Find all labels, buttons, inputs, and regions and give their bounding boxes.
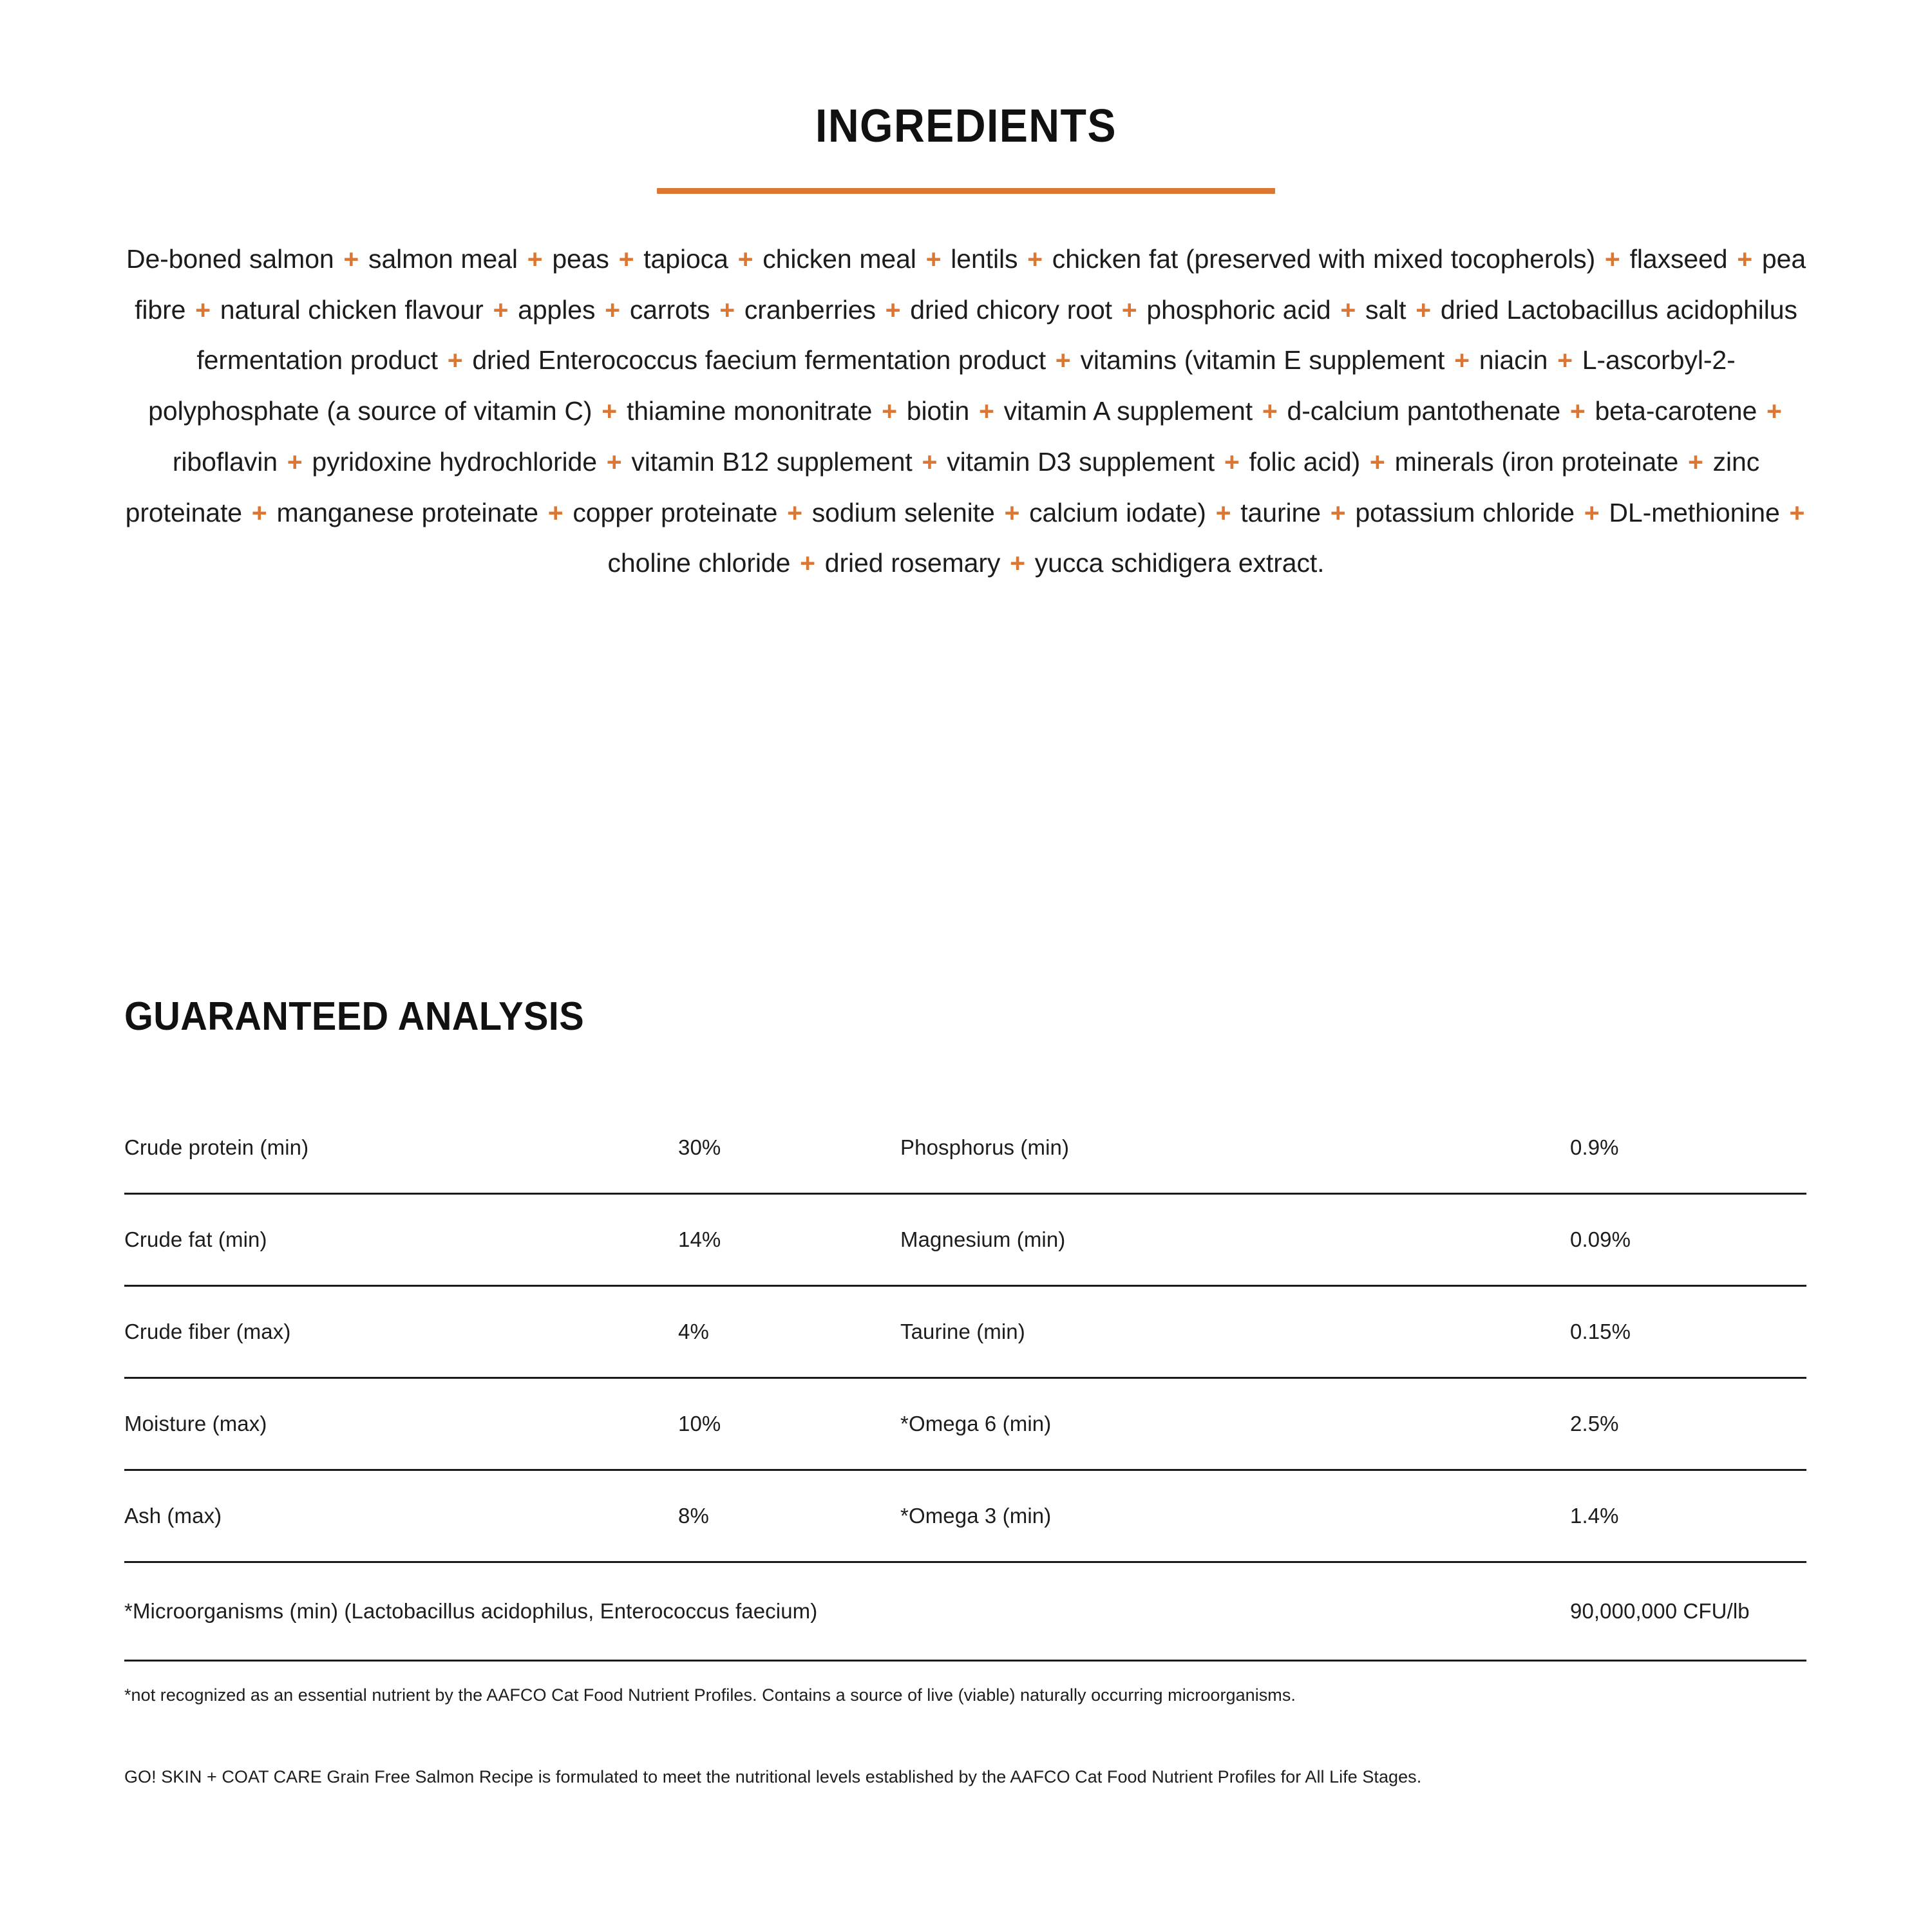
analysis-value-left: 8%	[678, 1470, 900, 1562]
ingredient-item: flaxseed	[1629, 244, 1728, 274]
guaranteed-analysis-section	[124, 994, 1806, 1662]
ingredient-separator-plus-icon: +	[1362, 446, 1393, 477]
ingredient-separator-plus-icon: +	[1217, 446, 1247, 477]
ingredient-separator-plus-icon: +	[1048, 345, 1079, 375]
analysis-value-left: 10%	[678, 1378, 900, 1470]
ingredient-item: choline chloride	[607, 548, 791, 578]
ingredient-separator-plus-icon: +	[877, 294, 909, 325]
analysis-value-left: 4%	[678, 1286, 900, 1378]
analysis-label-right: Magnesium (min)	[900, 1194, 1570, 1286]
analysis-label-right: *Omega 6 (min)	[900, 1378, 1570, 1470]
ingredient-separator-plus-icon: +	[519, 244, 551, 274]
analysis-value-left: 30%	[678, 1103, 900, 1194]
table-row	[124, 1103, 1806, 1194]
analysis-value-right: 0.09%	[1570, 1194, 1806, 1286]
ingredient-item: dried Lactobacillus acidophilus fermentation product	[196, 294, 1797, 375]
ingredient-item: calcium iodate)	[1029, 497, 1206, 527]
ingredient-separator-plus-icon: +	[594, 396, 625, 426]
ingredient-separator-plus-icon: +	[540, 497, 571, 527]
ingredient-separator-plus-icon: +	[187, 294, 218, 325]
ingredient-separator-plus-icon: +	[1597, 244, 1628, 274]
ingredient-item: niacin	[1479, 345, 1548, 375]
ingredient-item: salmon meal	[368, 244, 518, 274]
analysis-label-left: Crude protein (min)	[124, 1103, 678, 1194]
ingredient-item: pea fibre	[135, 244, 1806, 325]
ingredient-item: yucca schidigera extract.	[1034, 548, 1325, 578]
ingredient-item: DL-methionine	[1609, 497, 1780, 527]
ingredient-separator-plus-icon: +	[598, 446, 630, 477]
title-divider	[657, 188, 1275, 194]
ingredient-item: vitamin D3 supplement	[947, 446, 1215, 477]
analysis-value-right: 1.4%	[1570, 1470, 1806, 1562]
ingredient-separator-plus-icon: +	[1322, 497, 1354, 527]
ingredient-separator-plus-icon: +	[279, 446, 310, 477]
ingredient-separator-plus-icon: +	[244, 497, 275, 527]
ingredient-item: De-boned salmon	[126, 244, 334, 274]
ingredient-item: chicken meal	[762, 244, 916, 274]
ingredient-item: cranberries	[744, 294, 876, 325]
ingredient-separator-plus-icon: +	[1408, 294, 1439, 325]
ingredient-item: folic acid)	[1249, 446, 1361, 477]
footnotes-section	[124, 1682, 1754, 1790]
ingredient-item: beta-carotene	[1595, 396, 1757, 426]
ingredient-item: vitamins (vitamin E supplement	[1080, 345, 1445, 375]
ingredient-separator-plus-icon: +	[336, 244, 367, 274]
analysis-label-right: Phosphorus (min)	[900, 1103, 1570, 1194]
analysis-label-right: *Omega 3 (min)	[900, 1470, 1570, 1562]
ingredient-separator-plus-icon: +	[1576, 497, 1607, 527]
ingredient-item: manganese proteinate	[276, 497, 538, 527]
ingredient-separator-plus-icon: +	[485, 294, 516, 325]
ingredient-separator-plus-icon: +	[712, 294, 743, 325]
ingredient-separator-plus-icon: +	[1332, 294, 1364, 325]
ingredient-item: salt	[1365, 294, 1406, 325]
analysis-label-left: Crude fat (min)	[124, 1194, 678, 1286]
ingredient-item: peas	[552, 244, 609, 274]
table-row	[124, 1378, 1806, 1470]
ingredient-item: taurine	[1240, 497, 1321, 527]
table-row-microorganisms	[124, 1562, 1806, 1661]
ingredient-separator-plus-icon: +	[1002, 548, 1033, 578]
ingredient-item: potassium chloride	[1355, 497, 1575, 527]
ingredient-separator-plus-icon: +	[1208, 497, 1239, 527]
ingredient-separator-plus-icon: +	[914, 446, 945, 477]
ingredient-item: L-ascorbyl-2-polyphosphate (a source of vitamin C)	[148, 345, 1736, 426]
ingredient-item: chicken fat (preserved with mixed tocopherols)	[1052, 244, 1596, 274]
ingredient-separator-plus-icon: +	[611, 244, 642, 274]
ingredient-separator-plus-icon: +	[792, 548, 823, 578]
ingredient-separator-plus-icon: +	[918, 244, 949, 274]
ingredient-separator-plus-icon: +	[1759, 396, 1782, 426]
ingredient-item: apples	[518, 294, 596, 325]
ingredient-item: riboflavin	[172, 446, 278, 477]
guaranteed-analysis-table	[124, 1103, 1806, 1662]
ingredient-item: biotin	[906, 396, 970, 426]
footnote-aafco-statement: GO! SKIN + COAT CARE Grain Free Salmon Recipe is formulated to meet the nutritional levels established by the AAFCO Cat Food Nutrient Profiles for All Life Stages.	[124, 1766, 1422, 1786]
ingredient-separator-plus-icon: +	[1781, 497, 1805, 527]
ingredient-separator-plus-icon: +	[1729, 244, 1760, 274]
guaranteed-analysis-title: GUARANTEED ANALYSIS	[124, 994, 585, 1039]
ingredient-item: vitamin B12 supplement	[631, 446, 913, 477]
analysis-label-right: Taurine (min)	[900, 1286, 1570, 1378]
ingredient-separator-plus-icon: +	[439, 345, 471, 375]
ingredient-item: dried rosemary	[824, 548, 1001, 578]
ingredient-separator-plus-icon: +	[874, 396, 905, 426]
ingredient-item: thiamine mononitrate	[626, 396, 873, 426]
ingredient-item: vitamin A supplement	[1003, 396, 1253, 426]
ingredient-separator-plus-icon: +	[996, 497, 1028, 527]
analysis-value-right: 2.5%	[1570, 1378, 1806, 1470]
microorganisms-value: 90,000,000 CFU/lb	[1570, 1562, 1806, 1661]
ingredient-item: zinc proteinate	[125, 446, 1760, 527]
analysis-value-left: 14%	[678, 1194, 900, 1286]
analysis-value-right: 0.15%	[1570, 1286, 1806, 1378]
ingredient-item: dried Enterococcus faecium fermentation product	[472, 345, 1046, 375]
analysis-label-left: Moisture (max)	[124, 1378, 678, 1470]
ingredient-item: carrots	[629, 294, 710, 325]
table-row	[124, 1470, 1806, 1562]
ingredient-separator-plus-icon: +	[1255, 396, 1285, 426]
ingredient-separator-plus-icon: +	[1680, 446, 1711, 477]
ingredient-separator-plus-icon: +	[1562, 396, 1593, 426]
table-row	[124, 1194, 1806, 1286]
ingredient-item: dried chicory root	[910, 294, 1112, 325]
ingredient-item: pyridoxine hydrochloride	[312, 446, 597, 477]
ingredient-separator-plus-icon: +	[1019, 244, 1050, 274]
ingredient-separator-plus-icon: +	[1113, 294, 1145, 325]
ingredients-section	[0, 100, 1932, 589]
footnote-nutrient-disclaimer: *not recognized as an essential nutrient by the AAFCO Cat Food Nutrient Profiles. Contains a source of live (viable) naturally occurring microorganisms.	[124, 1685, 1296, 1705]
analysis-label-left: Ash (max)	[124, 1470, 678, 1562]
ingredient-item: natural chicken flavour	[220, 294, 484, 325]
microorganisms-label: *Microorganisms (min) (Lactobacillus acidophilus, Enterococcus faecium)	[124, 1562, 1570, 1661]
ingredient-separator-plus-icon: +	[779, 497, 810, 527]
ingredient-separator-plus-icon: +	[971, 396, 1002, 426]
ingredient-item: copper proteinate	[573, 497, 778, 527]
table-row	[124, 1286, 1806, 1378]
analysis-value-right: 0.9%	[1570, 1103, 1806, 1194]
page-title: INGREDIENTS	[815, 100, 1117, 152]
ingredients-list	[122, 234, 1810, 589]
ingredient-item: tapioca	[643, 244, 728, 274]
ingredient-item: lentils	[951, 244, 1018, 274]
ingredient-separator-plus-icon: +	[597, 294, 628, 325]
ingredient-item: minerals (iron proteinate	[1394, 446, 1679, 477]
ingredient-separator-plus-icon: +	[1446, 345, 1477, 375]
ingredient-item: d-calcium pantothenate	[1287, 396, 1561, 426]
ingredient-item: phosphoric acid	[1146, 294, 1331, 325]
ingredient-item: sodium selenite	[811, 497, 995, 527]
analysis-label-left: Crude fiber (max)	[124, 1286, 678, 1378]
ingredient-separator-plus-icon: +	[730, 244, 761, 274]
ingredient-separator-plus-icon: +	[1549, 345, 1580, 375]
